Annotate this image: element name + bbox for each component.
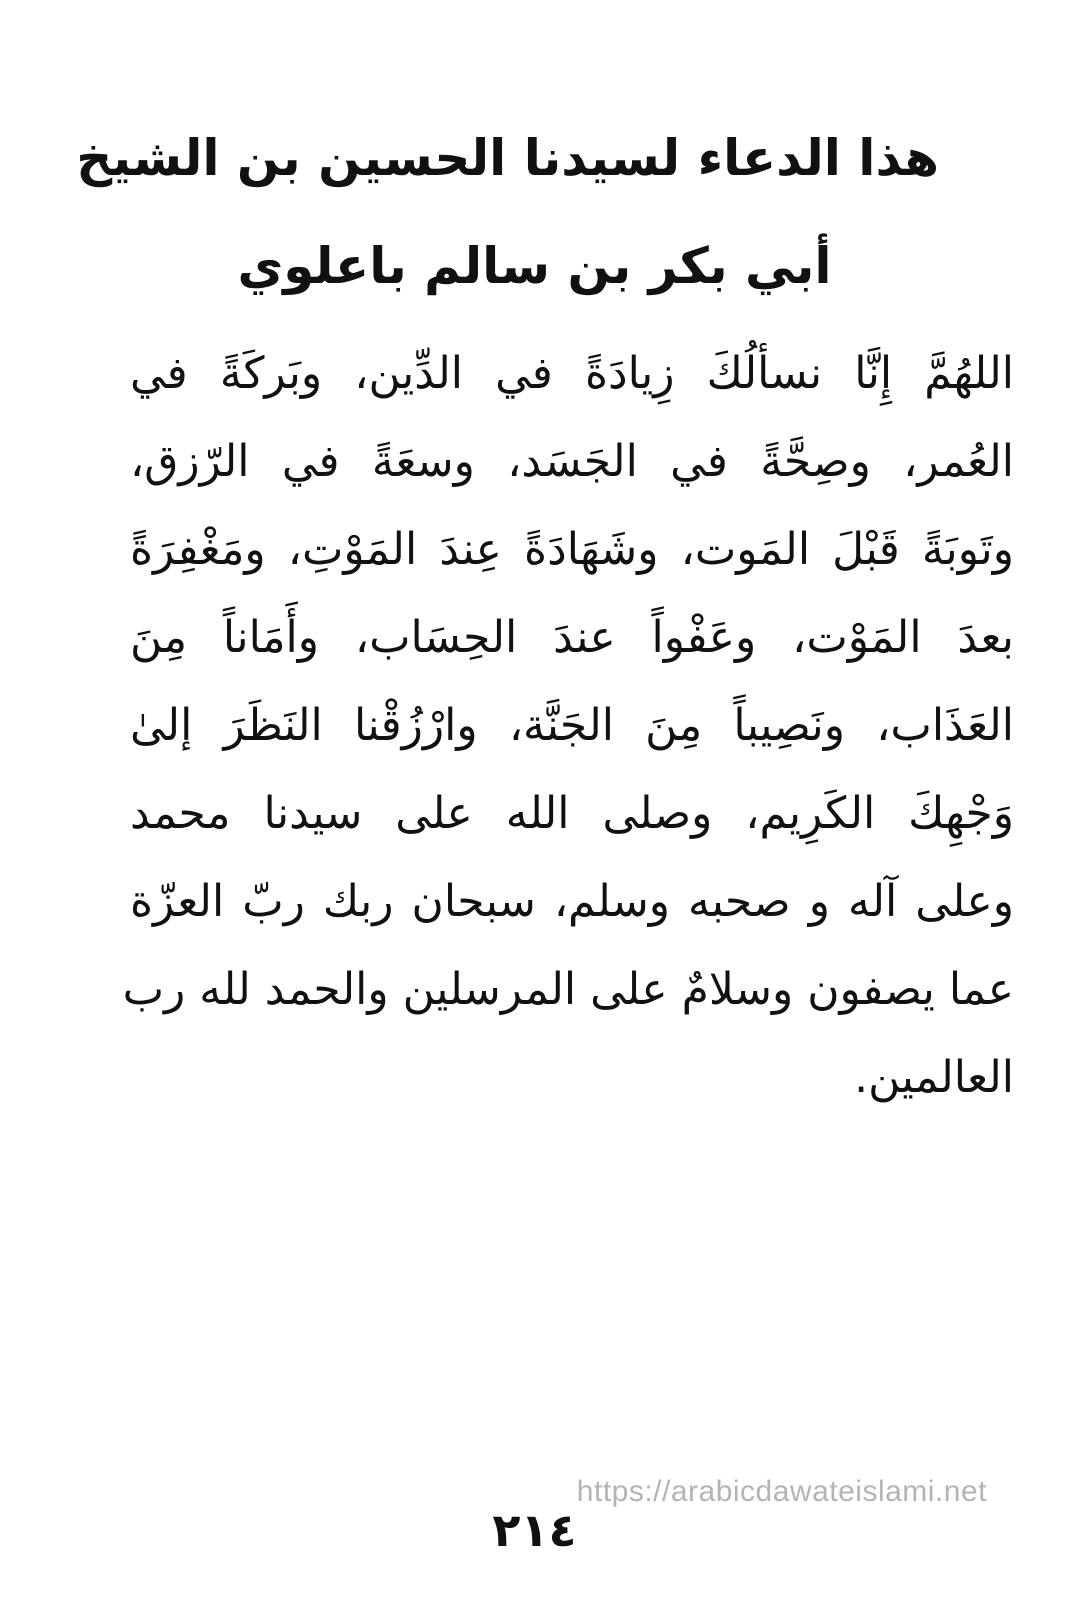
watermark-url: https://arabicdawateislami.net <box>576 1475 987 1508</box>
title-line-1: هذا الدعاء لسيدنا الحسين بن الشيخ <box>76 129 939 187</box>
supplication-text <box>122 330 1014 1122</box>
text-line-4: بعدَ المَوْت، وعَفْواً عندَ الحِسَاب، وأَمَاناً مِنَ <box>130 612 1014 663</box>
text-line-3: وتَوبَةً قَبْلَ المَوت، وشَهَادَةً عِندَ المَوْتِ، ومَغْفِرَةً <box>130 524 1014 575</box>
title-line-2: أبي بكر بن سالم باعلوي <box>237 237 832 295</box>
text-line-8: عما يصفون وسلامٌ على المرسلين والحمد لله رب <box>122 964 1014 1015</box>
text-line-6: وَجْهِكَ الكَرِيم، وصلى الله على سيدنا محمد <box>130 788 1014 839</box>
text-line-5: العَذَاب، ونَصِيباً مِنَ الجَنَّة، وارْزُقْنا النَظَرَ إلىٰ <box>130 700 1014 751</box>
page-number: ٢١٤ <box>492 1503 577 1557</box>
text-line-2: العُمر، وصِحَّةً في الجَسَد، وسعَةً في الرّزق، <box>130 436 1014 487</box>
text-line-7: وعلى آله و صحبه وسلم، سبحان ربك ربّ العزّة <box>130 876 1014 927</box>
text-line-1: اللهُمَّ إِنَّا نسألُكَ زِيادَةً في الدِّين، وبَركَةً في <box>130 348 1014 399</box>
text-line-9: العالمين. <box>854 1052 1014 1103</box>
